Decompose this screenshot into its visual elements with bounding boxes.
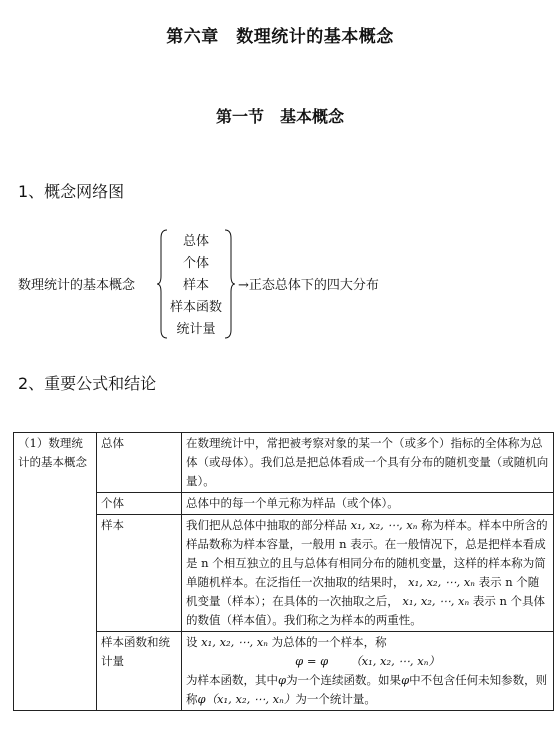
definition-text: 为一个连续函数。如果 — [286, 673, 402, 687]
phi-symbol: φ — [401, 673, 410, 687]
definition-text: 表示 n 个随机变量（样本）；在具体的一次抽取之后， — [186, 575, 540, 608]
definition-text: 为总体的一个样本，称 — [271, 635, 387, 649]
definition-cell — [182, 515, 554, 632]
definition-cell — [182, 433, 554, 493]
heading-concept-map: 1、概念网络图 — [18, 182, 125, 201]
diagram-item: 统计量 — [176, 322, 216, 337]
term-cell — [97, 632, 182, 711]
definition-text: 为样本函数，其中 — [186, 673, 278, 687]
term-label: 样本函数和统计量 — [101, 635, 170, 668]
definition-text: 在数理统计中，常把被考察对象的某一个（或多个）指标的全体称为总体（或母体）。我们总是把总体看成一个具有分布的随机变量（或随机向量）。 — [186, 436, 549, 488]
definition-cell — [182, 632, 554, 711]
diagram-item: 个体 — [182, 256, 209, 271]
diagram-root-label: 数理统计的基本概念 — [18, 278, 136, 293]
definition-text: 我们把从总体中抽取的部分样品 — [186, 518, 347, 532]
sample-sequence: x₁, x₂, ⋯, xₙ — [350, 518, 418, 532]
heading-formulas: 2、重要公式和结论 — [18, 374, 157, 393]
phi-symbol: φ — [278, 673, 287, 687]
sample-sequence: x₁, x₂, ⋯, xₙ — [408, 575, 475, 589]
definition-text: 表示 n 个具体的数值（样本值）。我们称之为样本的两重性。 — [186, 594, 546, 627]
definition-cell — [182, 493, 554, 515]
category-cell — [14, 433, 97, 711]
diagram-item: 样本函数 — [169, 300, 222, 315]
definition-text: 中不包含任何未知参数，则称 — [186, 673, 548, 706]
term-label: 个体 — [101, 496, 124, 510]
diagram-item: 样本 — [182, 278, 209, 293]
phi-symbol: φ — [197, 692, 206, 706]
term-cell — [97, 515, 182, 632]
formula-args: （x₁, x₂, ⋯, xₙ） — [205, 692, 296, 706]
category-label: （1）数理统计的基本概念 — [18, 436, 87, 469]
definition-text: 称为样本。样本中所含的样品数称为样本容量，一般用 n 表示。在一般情况下，总是把样本看成是 n 个相互独立的且与总体有相同分布的随机变量，这样的样本称为简单随机样本。在泛指任一次抽取的结果时， — [186, 518, 548, 589]
sample-sequence: x₁, x₂, ⋯, xₙ — [402, 594, 470, 608]
definition-text: 为一个统计量。 — [295, 692, 376, 706]
definition-text: 设 — [186, 635, 198, 649]
term-label: 样本 — [101, 518, 124, 532]
sample-sequence: x₁, x₂, ⋯, xₙ — [201, 635, 268, 649]
concepts-table — [13, 432, 554, 711]
term-cell — [97, 493, 182, 515]
diagram-item: 总体 — [182, 234, 209, 249]
table-row — [14, 433, 554, 493]
formula-args: （x₁, x₂, ⋯, xₙ） — [350, 654, 440, 668]
chapter-title: 第六章 数理统计的基本概念 — [166, 27, 394, 47]
formula-phi: φ = φ — [295, 654, 329, 668]
definition-text: 总体中的每一个单元称为样品（或个体）。 — [186, 496, 399, 510]
term-label: 总体 — [101, 436, 124, 450]
right-brace-icon — [223, 228, 235, 340]
section-title: 第一节 基本概念 — [215, 107, 344, 126]
diagram-arrow-label: →正态总体下的四大分布 — [238, 278, 379, 293]
term-cell — [97, 433, 182, 493]
